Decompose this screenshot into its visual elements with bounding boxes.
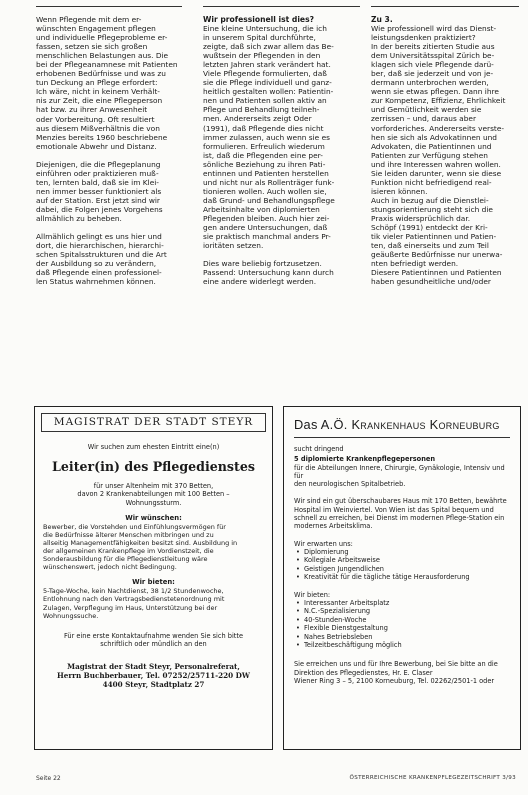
list-item: • Interessanter Arbeitsplatz bbox=[304, 599, 510, 607]
top-rule-col2 bbox=[203, 6, 360, 7]
article-column-1 bbox=[36, 15, 182, 295]
col2-heading: Wir professionell ist dies? bbox=[203, 15, 314, 24]
ad-steyr-intro: Wir suchen zum ehesten Eintritt eine(n) bbox=[87, 443, 220, 451]
ad-steyr-position: Leiter(in) des Pflegedienstes bbox=[52, 459, 255, 475]
col1-paragraph-2: Diejenigen, die die Pflegeplanung einführen oder praktizieren muß- ten, lernten bald, daß sie im Klei- nen immer besser funktioniert als auf der Station. Erst jetzt sind wir dabei, die Folgen jenes Vorgehens allmählich zu beheben. bbox=[36, 159, 163, 223]
list-item: • Kollegiale Arbeitsweise bbox=[304, 556, 510, 564]
article-column-2 bbox=[203, 15, 360, 295]
ad-steyr-offer-heading: Wir bieten: bbox=[132, 578, 175, 587]
ad-korneuburg-headline: 5 diplomierte Krankenpflegepersonen bbox=[294, 455, 436, 464]
list-item: • Teilzeitbeschäftigung möglich bbox=[304, 641, 510, 649]
list-item: • N.C.-Spezialisierung bbox=[304, 607, 510, 615]
ad-korneuburg-headline-sub: für die Abteilungen Innere, Chirurgie, Gynäkologie, Intensiv und für den neurologischen Spitalbetrieb. bbox=[294, 463, 505, 489]
list-item: • Diplomierung bbox=[304, 548, 510, 556]
top-rule-col1 bbox=[36, 6, 182, 7]
col2-paragraph-2: Dies ware beliebig fortzusetzen. Passend: Untersuchung kann durch eine andere widerlegt werden. bbox=[203, 259, 334, 287]
list-item: • 40-Stunden-Woche bbox=[304, 616, 510, 624]
page-number: Seite 22 bbox=[36, 775, 61, 782]
col1-paragraph-1: Wenn Pflegende mit dem er- wünschten Engagement pflegen und individuelle Pflegeprobleme er- fassen, setzen sie sich großen menschlichen Belastungen aus. Die bei der Pflegeanamnese mit Patienten erhobenen Bedürfnisse und was zu tun Deckung an Pflege erfordert: Ich wäre, nicht in keinem Verhält- nis zur Zeit, die eine Pflegeperson hat bzw. zu ihrer Anwesenheit oder Vorbereitung. Oft resultiert aus diesem Mißverhältnis die von Menzies bereits 1960 beschriebene emotionale Abwehr und Distanz. bbox=[36, 15, 178, 151]
ad-steyr-offer-text: 5-Tage-Woche, kein Nachtdienst, 38 1/2 Stundenwoche, Entlohnung nach den Vertragsbedienstetenordnung mit Zulagen, Verpflegung im Haus, Unterstützung bei der Wohnungssuche. bbox=[43, 587, 225, 620]
top-rule-col3 bbox=[371, 6, 519, 7]
article-column-3 bbox=[371, 15, 519, 295]
journal-footer: ÖSTERREICHISCHE KRANKENPFLEGEZEITSCHRIFT 3/93 bbox=[349, 775, 516, 781]
ad-korneuburg-expect-heading: Wir erwarten uns: bbox=[294, 539, 353, 548]
list-item: • Nahes Betriebsleben bbox=[304, 633, 510, 641]
list-item: • Kreativität für die tägliche tätige Herausforderung bbox=[304, 573, 510, 581]
ad-korneuburg-description: Wir sind ein gut überschaubares Haus mit 170 Betten, bewährte Hospital im Weinviertel. Von Wien ist das Spital bequem und schnell zu erreichen, bei Dienst im modernen Pflege-Station ein modernes Arbeitsklima. bbox=[294, 497, 507, 531]
list-item: • Geistigen Jungendlichen bbox=[304, 565, 510, 573]
job-ad-korneuburg bbox=[283, 406, 521, 750]
ad-steyr-banner: MAGISTRAT DER STADT STEYR bbox=[41, 413, 266, 432]
ad-korneuburg-expect-list bbox=[304, 548, 510, 582]
ad-korneuburg-offer-heading: Wir bieten: bbox=[294, 590, 331, 599]
ad-korneuburg-contact: Sie erreichen uns und für Ihre Bewerbung, bei Sie bitte an die Direktion des Pflegedienstes, Hr. E. Claser Wiener Ring 3 – 5, 2100 Korneuburg, Tel. 02262/2501-1 oder bbox=[294, 660, 498, 685]
ad-korneuburg-logo bbox=[294, 417, 510, 438]
ad-steyr-contact: Für eine erste Kontaktaufnahme wenden Sie sich bitte schriftlich oder mündlich an den bbox=[63, 631, 244, 648]
ad-korneuburg-offer-list bbox=[304, 599, 510, 649]
ad-korneuburg-logo-name: Krankenhaus Korneuburg bbox=[351, 417, 500, 432]
ad-steyr-address: Magistrat der Stadt Steyr, Personalreferat, Herrn Buchberbauer, Tel. 07252/25711-220 DW 4400 Steyr, Stadtplatz 27 bbox=[57, 662, 250, 690]
ad-steyr-wish-text: Bewerber, die Vorstehden und Einfühlungsvermögen für die Bedürfnisse älterer Menschen mitbringen und zu allseitig Managementfähigkeiten besitzt sind. Ausbildung in der allgemeinen Krankenpflege im Vordienstzeit, die Sonderausbildung für die Pflegedienstleitung wäre wünschenswert, jedoch nicht Bedingung. bbox=[43, 522, 238, 572]
ad-korneuburg-intro: sucht dringend bbox=[294, 445, 344, 453]
col2-paragraph-1: Eine kleine Untersuchung, die ich in unserem Spital durchführte, zeigte, daß sich zwar allem das Be- wußtsein der Pflegenden in den letzten Jahren stark verändert hat. Viele Pflegende formulierten, daß sie die Pflege individuell und ganz- heitlich gestalten wollen: Patientin- nen und Patienten sollen aktiv an Pflege und Behandlung teilneh- men. Andererseits zeigt Oder (1991), daß Pflegende dies nicht immer zulassen, auch wenn sie es formulieren. Erfreulich wiederum ist, daß die Pflegenden eine per- sönliche Beziehung zu ihren Pati- entinnen und Patienten herstellen und nicht nur als Rollenträger funk- tionieren wollen. Auch wollen sie, daß Grund- und Behandlungspflege Arbeitsinhalte von diplomierten Pflegenden bleiben. Auch hier zei- gen andere Untersuchungen, daß sie praktisch manchmal anders Pr- ioritäten setzen. bbox=[203, 24, 335, 251]
col3-heading: Zu 3. bbox=[371, 15, 393, 24]
list-item: • Flexible Dienstgestaltung bbox=[304, 624, 510, 632]
col3-paragraph-1: Wie professionell wird das Dienst- leistungsdenken praktiziert? In der bereits zitierten Studie aus dem Universitätsspital Zürich be- klagen sich viele Pflegende darü- ber, daß sie jederzeit und von je- dermann unterbrochen werden, wenn sie etwas pflegen. Dann ihre zur Kompetenz, Effizienz, Ehrlichkeit und Gemütlichkeit werden sie zerrissen – und, daraus aber vorforderiches. Andererseits verste- hen sie sich als Advokatinnen und Advokaten, die Patientinnen und Patienten zur Verfügung stehen und ihre Interessen wahren wollen. Sie leiden darunter, wenn sie diese Funktion nicht befriedigend real- isieren können. Auch in bezug auf die Dienstlei- stungsorientierung steht sich die Praxis widersprüchlich dar. Schöpf (1991) entdeckt der Kri- tik vieler Patientinnen und Patien- ten, daß einerseits und zum Teil geäußerte Bedürfnisse nur unerwa- nten befriedigt werden. Diesere Patientinnen und Patienten haben gesundheitliche und/oder bbox=[371, 24, 506, 287]
ad-steyr-facility: für unser Altenheim mit 370 Betten, davon 2 Krankenabteilungen mit 100 Betten – Wohnungssturm. bbox=[77, 482, 230, 507]
col1-paragraph-3: Allmählich gelingt es uns hier und dort, die hierarchischen, hierarchi- schen Spitalsstrukturen und die Art der Ausbildung so zu verändern, daß Pflegende einen professionel- len Status wahrnehmen können. bbox=[36, 232, 167, 287]
ad-korneuburg-logo-prefix: Das A.Ö. bbox=[294, 417, 352, 432]
ad-steyr-wish-heading: Wir wünschen: bbox=[125, 513, 182, 522]
job-ad-steyr bbox=[34, 406, 273, 750]
